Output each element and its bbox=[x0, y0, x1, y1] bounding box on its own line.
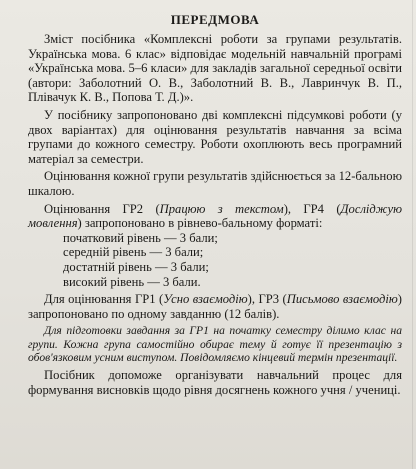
gr2-gr4-paragraph: Оцінювання ГР2 (Працюю з текстом), ГР4 (Досліджую мовлення) запропоновано в рівнево-бальному форматі: bbox=[28, 201, 402, 231]
works-paragraph: У посібнику запропоновано дві комплексні підсумкові роботи (у двох варіантах) для оцінювання результатів навчання за всіма групами до кожного семестру. Роботи охоплюють весь програмний матеріал за семестри. bbox=[28, 107, 402, 166]
list-item: середній рівень — 3 бали; bbox=[63, 245, 204, 260]
presentation-note: Для підготовки завдання за ГР1 на початку семестру ділимо клас на групи. Кожна група самостійно обирає тему й готує її презентацію з обов'язковим усним виступом. Повідомляємо кінцевий термін презентації. bbox=[28, 324, 402, 365]
gr3-name: Письмово взаємодію bbox=[286, 292, 398, 307]
intro-paragraph: Зміст посібника «Комплексні роботи за групами результатів. Українська мова. 6 клас» відповідає модельній навчальній програмі «Українська мова. 5–6 класи» для закладів загальної середньої освіти (автори: Заболотний О. В., Заболотний В. В., Лавринчук В. П., Плівачук К. В., Попова Т. Д.)». bbox=[28, 32, 402, 105]
closing-paragraph: Посібник допоможе організувати навчальний процес для формування висновків щодо рівня досягнень кожного учня / учениці. bbox=[28, 368, 402, 397]
levels-list bbox=[28, 231, 402, 289]
gr1-name: Усно взаємодію bbox=[163, 292, 248, 307]
gr2-name: Працюю з текстом bbox=[159, 201, 284, 216]
gr4-name: Досліджую мовлення bbox=[28, 201, 402, 231]
list-item: достатній рівень — 3 бали; bbox=[63, 259, 209, 274]
list-item: високий рівень — 3 бали. bbox=[63, 274, 201, 289]
scale-paragraph: Оцінювання кожної групи результатів здійснюється за 12-бальною шкалою. bbox=[28, 169, 402, 198]
page-edge-divider bbox=[412, 0, 413, 469]
list-item: початковий рівень — 3 бали; bbox=[63, 230, 218, 245]
page-title: ПЕРЕДМОВА bbox=[170, 12, 260, 27]
gr1-gr3-paragraph: Для оцінювання ГР1 (Усно взаємодію), ГР3 (Письмово взаємодію) запропоновано по одному завданню (12 балів). bbox=[28, 292, 402, 321]
